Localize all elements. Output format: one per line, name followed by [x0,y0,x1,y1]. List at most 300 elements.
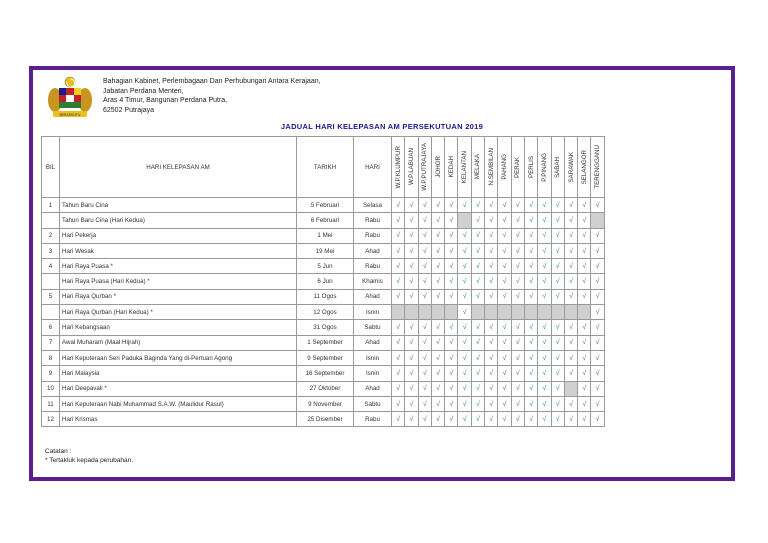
row-bil: 8 [42,350,60,365]
table-row [42,381,605,396]
check-mark-icon: √ [458,350,471,365]
check-mark-icon: √ [485,350,498,365]
row-day: Sabtu [354,396,392,411]
check-mark-icon: √ [551,228,564,243]
check-mark-icon: √ [485,396,498,411]
check-mark-icon: √ [485,366,498,381]
check-mark-icon: √ [511,396,524,411]
check-mark-icon: √ [431,320,444,335]
state-label: MELAKA [474,154,482,180]
check-mark-icon: √ [458,228,471,243]
state-label: W.P.KLUMPUR [394,145,402,189]
table-row [42,396,605,411]
check-mark-icon: √ [471,320,484,335]
column-header-state [405,137,418,198]
check-mark-icon: √ [524,274,537,289]
state-cell-empty [591,213,604,228]
check-mark-icon: √ [498,335,511,350]
check-mark-icon: √ [538,320,551,335]
check-mark-icon: √ [551,289,564,304]
document-title: JADUAL HARI KELEPASAN AM PERSEKUTUAN 2019 [280,122,484,131]
row-holiday-name: Hari Malaysia [60,366,297,381]
check-mark-icon: √ [405,366,418,381]
state-cell-empty [498,305,511,320]
check-mark-icon: √ [538,396,551,411]
check-mark-icon: √ [538,243,551,258]
state-cell-empty [564,305,577,320]
check-mark-icon: √ [485,228,498,243]
column-header-state [591,137,604,198]
table-row [42,366,605,381]
check-mark-icon: √ [418,213,431,228]
row-date: 6 Februari [297,213,354,228]
check-mark-icon: √ [405,320,418,335]
check-mark-icon: √ [405,289,418,304]
check-mark-icon: √ [445,259,458,274]
state-label: KELANTAN [461,150,469,184]
state-cell-empty [405,305,418,320]
row-holiday-name: Hari Wesak [60,243,297,258]
check-mark-icon: √ [392,289,405,304]
check-mark-icon: √ [578,381,591,396]
check-mark-icon: √ [485,213,498,228]
check-mark-icon: √ [551,198,564,213]
check-mark-icon: √ [578,366,591,381]
row-day: Selasa [354,198,392,213]
check-mark-icon: √ [538,381,551,396]
row-date: 27 Oktober [297,381,354,396]
row-holiday-name: Hari Kebangsaan [60,320,297,335]
table-row [42,335,605,350]
state-label: PERAK [514,156,522,178]
check-mark-icon: √ [418,274,431,289]
check-mark-icon: √ [445,366,458,381]
state-cell-empty [524,305,537,320]
check-mark-icon: √ [458,412,471,427]
check-mark-icon: √ [392,213,405,228]
check-mark-icon: √ [498,366,511,381]
row-day: Ahad [354,289,392,304]
check-mark-icon: √ [511,274,524,289]
column-header-state [524,137,537,198]
check-mark-icon: √ [524,228,537,243]
check-mark-icon: √ [564,366,577,381]
check-mark-icon: √ [511,289,524,304]
check-mark-icon: √ [471,350,484,365]
state-cell-empty [392,305,405,320]
row-bil: 3 [42,243,60,258]
table-row [42,350,605,365]
check-mark-icon: √ [392,320,405,335]
row-day: Khamis [354,274,392,289]
check-mark-icon: √ [551,335,564,350]
state-label: SELANGOR [580,149,588,185]
check-mark-icon: √ [511,412,524,427]
row-bil: 11 [42,396,60,411]
check-mark-icon: √ [471,198,484,213]
state-label: TERENGGANU [594,145,602,189]
row-date: 25 Disember [297,412,354,427]
check-mark-icon: √ [551,412,564,427]
row-day: Ahad [354,381,392,396]
check-mark-icon: √ [471,289,484,304]
check-mark-icon: √ [578,274,591,289]
notes-label: Catatan : [45,448,72,455]
check-mark-icon: √ [471,274,484,289]
check-mark-icon: √ [511,350,524,365]
check-mark-icon: √ [392,243,405,258]
check-mark-icon: √ [392,198,405,213]
check-mark-icon: √ [418,320,431,335]
check-mark-icon: √ [418,335,431,350]
table-row [42,412,605,427]
check-mark-icon: √ [418,259,431,274]
check-mark-icon: √ [458,305,471,320]
check-mark-icon: √ [445,213,458,228]
column-header-state [431,137,444,198]
check-mark-icon: √ [431,350,444,365]
check-mark-icon: √ [405,213,418,228]
row-date: 19 Mei [297,243,354,258]
check-mark-icon: √ [392,259,405,274]
check-mark-icon: √ [458,274,471,289]
row-bil: 2 [42,228,60,243]
document-frame [29,66,735,481]
check-mark-icon: √ [418,396,431,411]
row-holiday-name: Hari Raya Qurban * [60,289,297,304]
column-header-state [485,137,498,198]
check-mark-icon: √ [405,396,418,411]
check-mark-icon: √ [511,335,524,350]
check-mark-icon: √ [485,274,498,289]
column-header-date: TARIKH [297,137,354,198]
check-mark-icon: √ [551,243,564,258]
check-mark-icon: √ [551,259,564,274]
check-mark-icon: √ [551,213,564,228]
check-mark-icon: √ [578,213,591,228]
check-mark-icon: √ [471,381,484,396]
check-mark-icon: √ [524,412,537,427]
check-mark-icon: √ [458,198,471,213]
row-holiday-name: Awal Muharam (Maal Hijrah) [60,335,297,350]
check-mark-icon: √ [524,320,537,335]
check-mark-icon: √ [551,350,564,365]
table-row [42,289,605,304]
row-day: Ahad [354,243,392,258]
column-header-state [418,137,431,198]
check-mark-icon: √ [498,259,511,274]
check-mark-icon: √ [445,228,458,243]
check-mark-icon: √ [431,243,444,258]
row-bil [42,213,60,228]
column-header-bil: BIL [42,137,60,198]
row-bil: 4 [42,259,60,274]
check-mark-icon: √ [591,396,604,411]
state-label: P.PINANG [540,152,548,182]
check-mark-icon: √ [538,289,551,304]
check-mark-icon: √ [524,259,537,274]
column-header-state [551,137,564,198]
row-holiday-name: Hari Keputeraan Nabi Muhammad S.A.W. (Maulidur Rasul) [60,396,297,411]
check-mark-icon: √ [591,198,604,213]
check-mark-icon: √ [524,243,537,258]
check-mark-icon: √ [405,274,418,289]
holiday-table [41,136,605,427]
state-cell-empty [564,381,577,396]
check-mark-icon: √ [564,243,577,258]
check-mark-icon: √ [485,412,498,427]
check-mark-icon: √ [458,366,471,381]
check-mark-icon: √ [511,228,524,243]
check-mark-icon: √ [498,320,511,335]
row-day: Ahad [354,335,392,350]
column-header-state [511,137,524,198]
check-mark-icon: √ [564,289,577,304]
check-mark-icon: √ [392,228,405,243]
row-holiday-name: Hari Pekerja [60,228,297,243]
check-mark-icon: √ [524,366,537,381]
check-mark-icon: √ [578,350,591,365]
address-line: Jabatan Perdana Menteri, [103,87,184,95]
row-day: Rabu [354,259,392,274]
table-row [42,198,605,213]
check-mark-icon: √ [458,259,471,274]
address-line: Aras 4 Timur, Bangunan Perdana Putra, [103,97,228,104]
check-mark-icon: √ [405,259,418,274]
check-mark-icon: √ [538,366,551,381]
check-mark-icon: √ [551,274,564,289]
check-mark-icon: √ [485,381,498,396]
state-label: W.P.LABUAN [407,148,415,186]
check-mark-icon: √ [471,259,484,274]
check-mark-icon: √ [471,335,484,350]
check-mark-icon: √ [445,412,458,427]
state-label: KEDAH [447,156,455,178]
row-day: Rabu [354,412,392,427]
check-mark-icon: √ [511,213,524,228]
check-mark-icon: √ [538,259,551,274]
row-day: Rabu [354,213,392,228]
check-mark-icon: √ [591,274,604,289]
row-date: 31 Ogos [297,320,354,335]
address-block [103,74,321,115]
state-cell-empty [485,305,498,320]
check-mark-icon: √ [445,243,458,258]
check-mark-icon: √ [458,289,471,304]
check-mark-icon: √ [471,366,484,381]
check-mark-icon: √ [485,335,498,350]
check-mark-icon: √ [524,350,537,365]
check-mark-icon: √ [392,350,405,365]
state-label: JOHOR [434,156,442,178]
check-mark-icon: √ [418,243,431,258]
check-mark-icon: √ [578,320,591,335]
check-mark-icon: √ [511,243,524,258]
check-mark-icon: √ [405,243,418,258]
check-mark-icon: √ [405,198,418,213]
check-mark-icon: √ [445,320,458,335]
row-bil: 10 [42,381,60,396]
check-mark-icon: √ [498,243,511,258]
check-mark-icon: √ [591,320,604,335]
check-mark-icon: √ [578,289,591,304]
check-mark-icon: √ [445,381,458,396]
row-date: 16 September [297,366,354,381]
check-mark-icon: √ [538,213,551,228]
check-mark-icon: √ [578,335,591,350]
row-date: 5 Jun [297,259,354,274]
check-mark-icon: √ [431,198,444,213]
check-mark-icon: √ [458,335,471,350]
check-mark-icon: √ [498,396,511,411]
state-label: PERLIS [527,155,535,178]
check-mark-icon: √ [591,289,604,304]
notes-item: * Tertakluk kepada perubahan. [45,457,134,464]
check-mark-icon: √ [498,274,511,289]
check-mark-icon: √ [458,320,471,335]
check-mark-icon: √ [458,243,471,258]
check-mark-icon: √ [458,381,471,396]
row-bil: 12 [42,412,60,427]
check-mark-icon: √ [471,213,484,228]
check-mark-icon: √ [564,228,577,243]
check-mark-icon: √ [431,289,444,304]
check-mark-icon: √ [445,274,458,289]
table-row [42,259,605,274]
check-mark-icon: √ [418,412,431,427]
table-row [42,228,605,243]
check-mark-icon: √ [445,289,458,304]
row-bil: 1 [42,198,60,213]
check-mark-icon: √ [538,274,551,289]
check-mark-icon: √ [485,198,498,213]
check-mark-icon: √ [485,259,498,274]
row-date: 1 Mei [297,228,354,243]
row-day: Isnin [354,305,392,320]
state-cell-empty [458,213,471,228]
check-mark-icon: √ [405,412,418,427]
check-mark-icon: √ [511,381,524,396]
row-holiday-name: Hari Raya Puasa * [60,259,297,274]
check-mark-icon: √ [498,412,511,427]
check-mark-icon: √ [578,243,591,258]
state-cell-empty [471,305,484,320]
row-day: Isnin [354,350,392,365]
state-cell-empty [578,305,591,320]
row-bil: 5 [42,289,60,304]
check-mark-icon: √ [511,366,524,381]
row-day: Isnin [354,366,392,381]
row-day: Sabtu [354,320,392,335]
check-mark-icon: √ [564,274,577,289]
check-mark-icon: √ [591,350,604,365]
row-bil [42,305,60,320]
check-mark-icon: √ [538,228,551,243]
check-mark-icon: √ [578,259,591,274]
check-mark-icon: √ [418,228,431,243]
check-mark-icon: √ [591,243,604,258]
check-mark-icon: √ [551,381,564,396]
state-cell-empty [538,305,551,320]
check-mark-icon: √ [578,412,591,427]
check-mark-icon: √ [498,198,511,213]
table-row [42,213,605,228]
check-mark-icon: √ [498,228,511,243]
check-mark-icon: √ [564,320,577,335]
column-header-state [498,137,511,198]
row-date: 11 Ogos [297,289,354,304]
table-body [42,198,605,427]
state-cell-empty [431,305,444,320]
check-mark-icon: √ [591,366,604,381]
check-mark-icon: √ [591,412,604,427]
check-mark-icon: √ [591,259,604,274]
check-mark-icon: √ [578,198,591,213]
check-mark-icon: √ [405,228,418,243]
row-holiday-name: Hari Keputeraan Seri Paduka Baginda Yang di-Pertuan Agong [60,350,297,365]
check-mark-icon: √ [578,396,591,411]
check-mark-icon: √ [392,366,405,381]
check-mark-icon: √ [551,366,564,381]
table-row [42,305,605,320]
check-mark-icon: √ [431,259,444,274]
check-mark-icon: √ [591,305,604,320]
row-date: 9 September [297,350,354,365]
row-bil [42,274,60,289]
check-mark-icon: √ [564,335,577,350]
check-mark-icon: √ [578,228,591,243]
row-holiday-name: Hari Raya Puasa (Hari Kedua) * [60,274,297,289]
table-row [42,320,605,335]
row-bil: 9 [42,366,60,381]
row-date: 5 Februari [297,198,354,213]
check-mark-icon: √ [405,381,418,396]
column-header-state [458,137,471,198]
table-row [42,274,605,289]
row-date: 12 Ogos [297,305,354,320]
check-mark-icon: √ [564,396,577,411]
check-mark-icon: √ [498,213,511,228]
check-mark-icon: √ [498,381,511,396]
row-date: 9 November [297,396,354,411]
check-mark-icon: √ [511,259,524,274]
check-mark-icon: √ [564,198,577,213]
row-holiday-name: Hari Raya Qurban (Hari Kedua) * [60,305,297,320]
check-mark-icon: √ [392,335,405,350]
check-mark-icon: √ [538,198,551,213]
check-mark-icon: √ [524,335,537,350]
check-mark-icon: √ [431,412,444,427]
check-mark-icon: √ [392,274,405,289]
check-mark-icon: √ [524,381,537,396]
check-mark-icon: √ [445,335,458,350]
row-holiday-name: Tahun Baru Cina [60,198,297,213]
check-mark-icon: √ [418,381,431,396]
address-line: 62502 Putrajaya [103,106,154,114]
state-cell-empty [445,305,458,320]
row-bil: 6 [42,320,60,335]
row-bil: 7 [42,335,60,350]
check-mark-icon: √ [485,243,498,258]
check-mark-icon: √ [564,213,577,228]
check-mark-icon: √ [405,335,418,350]
check-mark-icon: √ [498,289,511,304]
check-mark-icon: √ [431,396,444,411]
check-mark-icon: √ [498,350,511,365]
check-mark-icon: √ [564,350,577,365]
check-mark-icon: √ [392,381,405,396]
check-mark-icon: √ [418,198,431,213]
